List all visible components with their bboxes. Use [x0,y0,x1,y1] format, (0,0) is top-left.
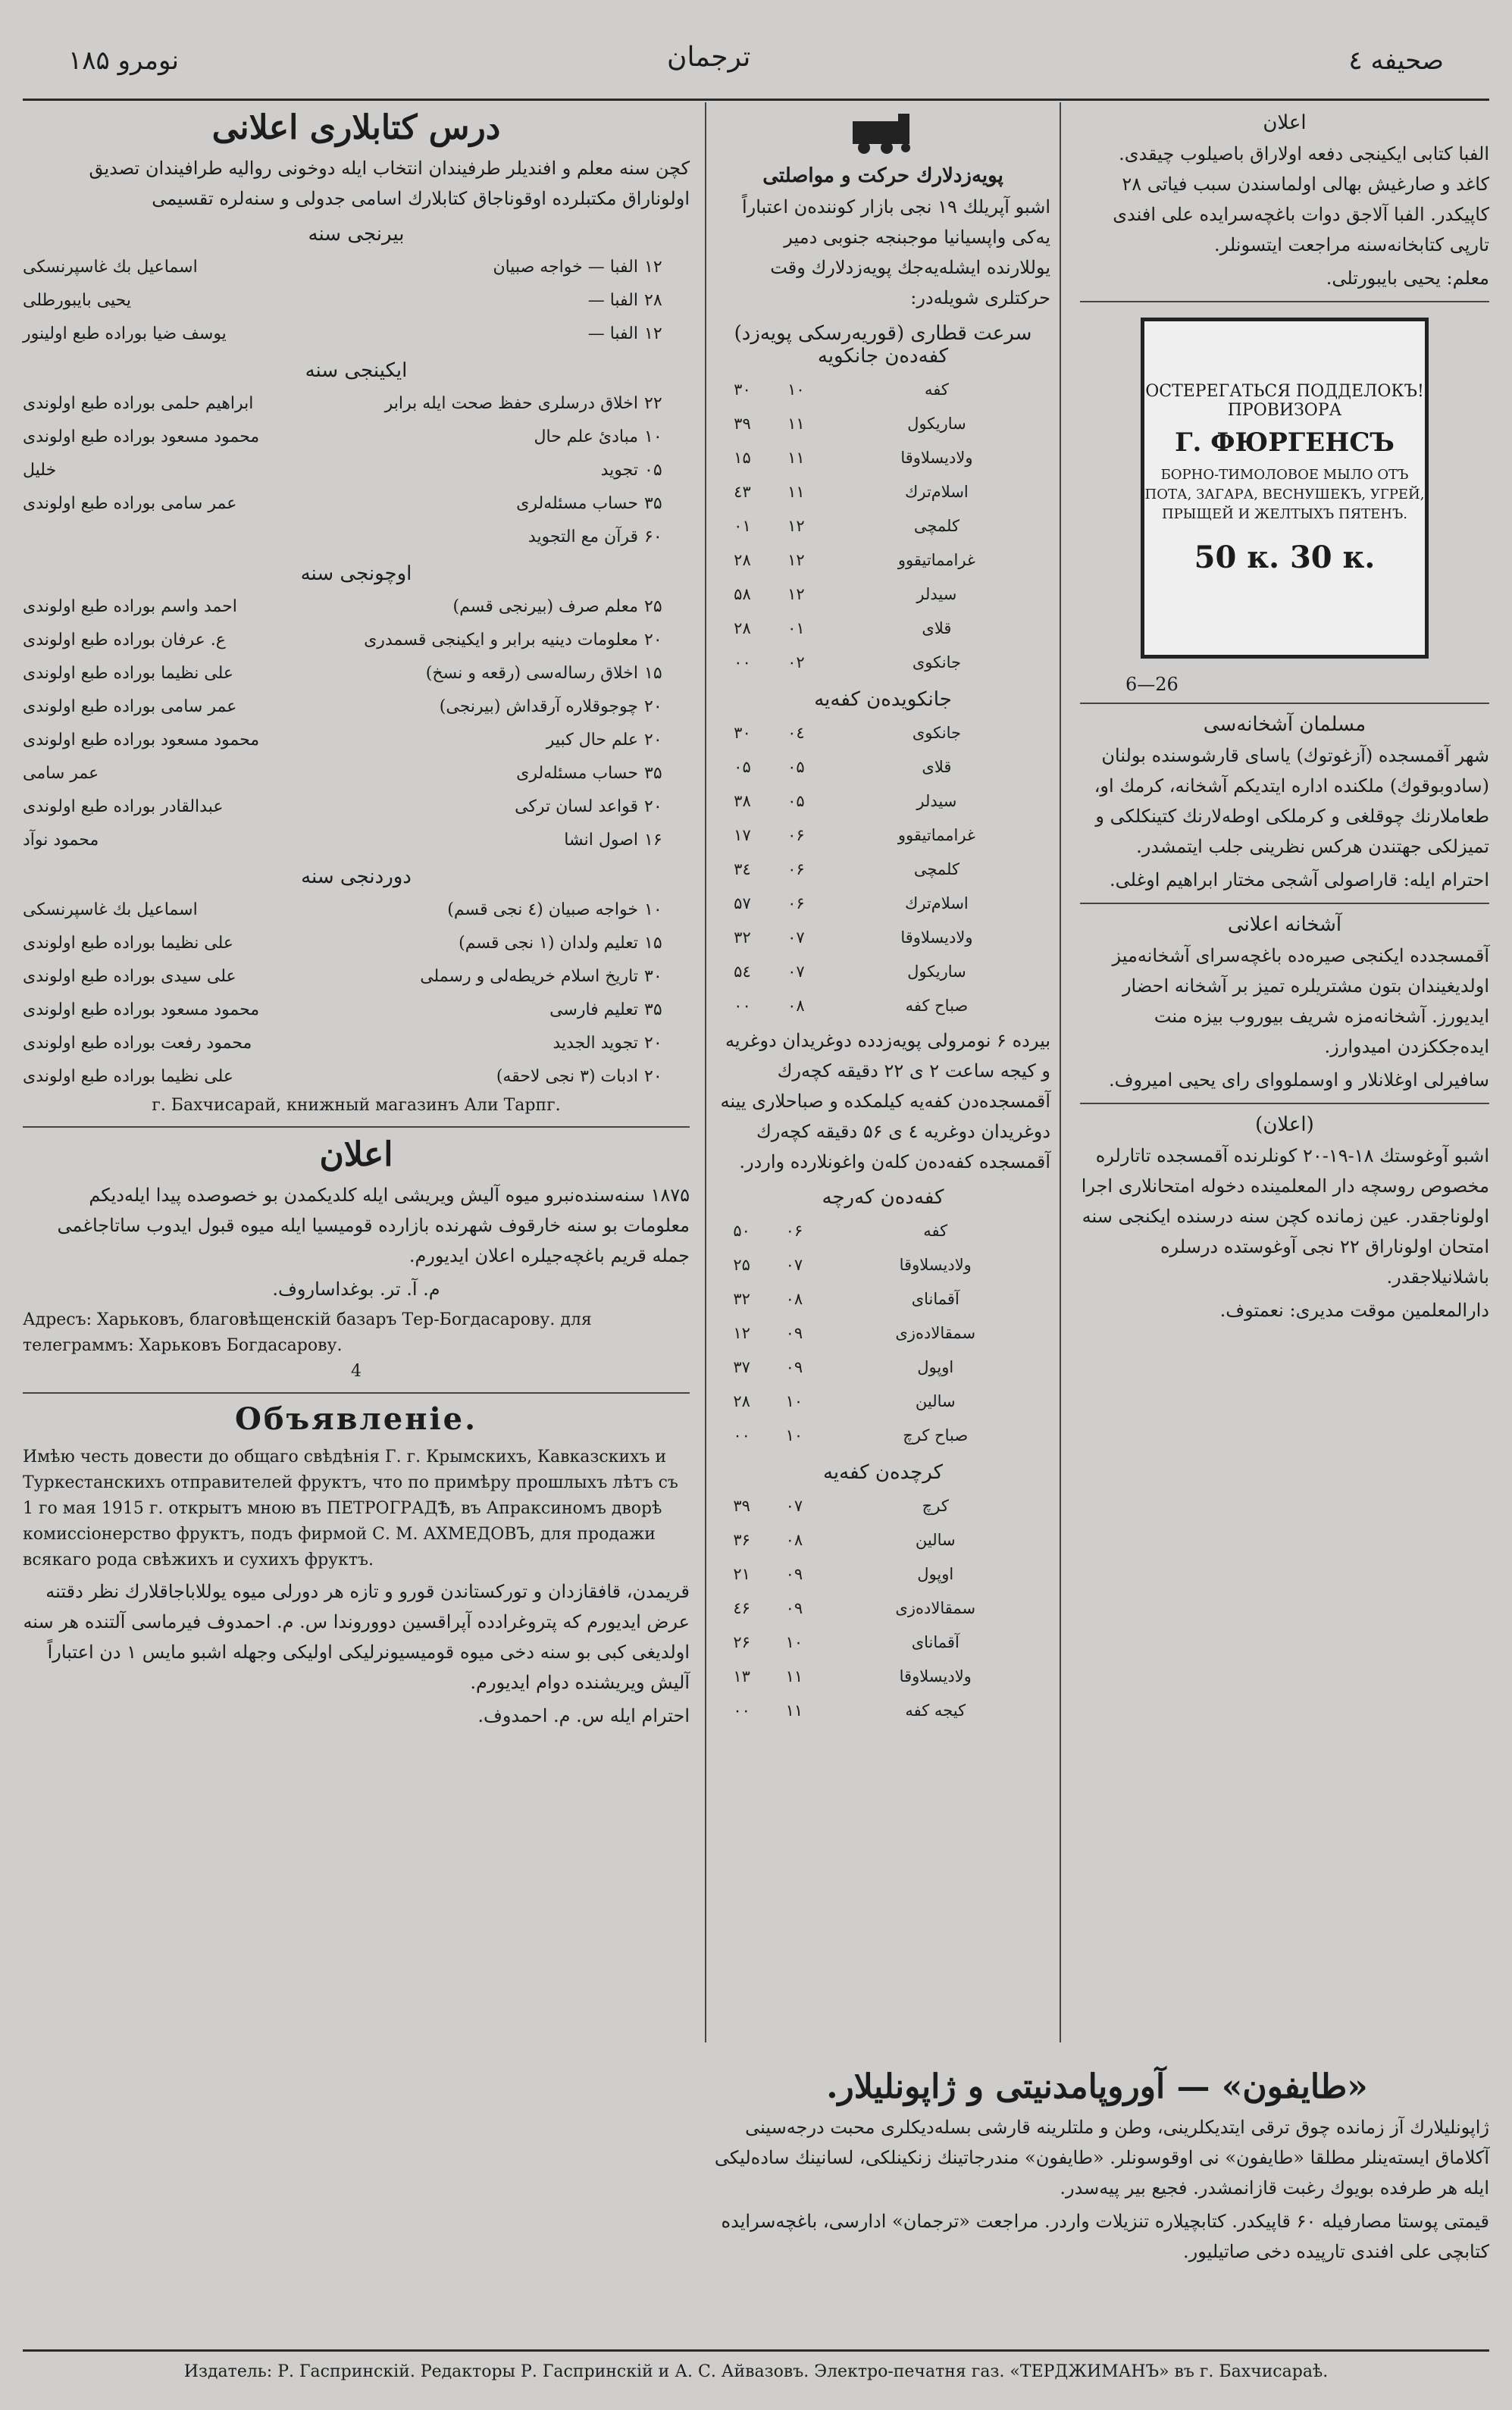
year1-heading: بیرنجی سنه [308,223,405,246]
book-author: یوسف ضیا بوراده طبع اولینور [23,324,227,343]
russian-notice-body: Имѣю честь довести до общаго свѣдѣнія Г. г. Крымскихъ, Кавказскихъ и Туркестанскихъ отправителей фруктъ, что по примѣру прошлыхъ лѣтъ съ 1 го мая 1915 г. открытъ мною въ ПЕТРОГРАДѢ, въ Апраксиномъ дворѣ комиссіонерство фруктъ, подъ фирмой С. М. АХМЕДОВЪ, для продажи всякаго рода свѣжихъ и сухихъ фруктъ. [23,1448,678,1570]
book-price: ۳۰ [644,966,662,986]
station-name: ولادیسلاوقا [900,928,973,947]
book-price: ۱۶ [644,830,662,850]
station-name: اسلام‌ترك [905,482,969,501]
minute: ۲۱ [733,1564,750,1583]
train-intro: اشبو آپریلك ۱۹ نجی بازار کوننده‌ن اعتباراً یه‌کی واپسیانیا موجبنجه جنوبی دمیر یوللارنده ایشله‌یه‌جك پویه‌زدلارك وقت حرکتلری شویله‌در: [741,196,1050,308]
divider [1080,301,1489,302]
canteen-ad-signature: احترام ایله: قاراصولی آشجی مختار ابراهیم اوغلی. [1110,869,1489,890]
soap-ad-number: 6—26 [1125,674,1179,695]
book-price: ۲۰ [644,730,662,750]
school-ad-signature: دارالمعلمین موقت مدیری: نعمتوف. [1219,1300,1489,1321]
fruit-ad-number: 4 [351,1362,362,1381]
hour: ۱۲ [787,516,805,535]
timetable-row [715,1591,1050,1625]
book-price: ۲۵ [644,596,662,616]
minute: ۳۸ [734,791,751,810]
timetable-row [715,1625,1050,1659]
station-name: قلای [922,757,952,776]
station-name: سمقالاده‌زی [895,1323,976,1342]
book-price: ۱۲ [644,324,662,343]
book-price: ۱۵ [644,663,662,683]
soap-warning: ОСТЕРЕГАТЬСЯ ПОДДЕЛОКЪ! ПРОВИЗОРА [1145,382,1424,420]
book-price: ۲۰ [644,797,662,816]
hour: ۰۲ [787,653,805,671]
book-price: ۱۰ [644,427,662,446]
russian-notice-title: Объявленіе. [234,1401,478,1437]
hour: ۱۲ [787,550,805,569]
timetable-row [715,509,1050,543]
station-name: سالین [915,1391,956,1410]
timetable-row [715,920,1050,954]
station-name: غرامماتیقوو [897,825,975,844]
station-name: کرچ [922,1496,949,1515]
taifun-price: قیمتی پوستا مصارفیله ۶۰ قاپیکدر. کتابچیلاره تنزیلات واردر. مراجعت «ترجمان» ادارسی، باغچه‌سرایده کتابچی علی افندی تارپیده دخی صاتیلیور. [721,2211,1489,2262]
station-name: قلای [922,618,952,637]
year1-list [23,250,690,350]
book-row [23,250,690,283]
station-name: صباح کفه [905,996,969,1015]
timetable-row [715,611,1050,645]
hour: ۰۷ [785,1496,803,1515]
book-row [23,453,690,487]
hour: ۰۵ [787,791,805,810]
timetable-row [715,715,1050,750]
minute: ۱۲ [733,1323,750,1342]
station-name: ولادیسلاوقا [899,1255,972,1274]
hour: ۰۹ [785,1357,803,1376]
book-title: حساب مسئله‌لری [516,493,638,513]
middle-column [705,102,1061,2042]
book-price: ۰۵ [644,460,662,480]
kitchen-ad-signature: سافیرلی اوغلانلار و اوسملووای رای یحیی امیروف. [1109,1069,1489,1091]
hour: ۰۶ [787,825,805,844]
alphabet-ad-title: اعلان [1263,111,1307,134]
book-price: ۶۰ [644,527,662,546]
hour: ۰۹ [785,1564,803,1583]
hour: ۱۱ [785,1667,803,1685]
timetable-row [715,1350,1050,1384]
timetable-row [715,440,1050,474]
book-price: ۲۸ [644,290,662,310]
book-row [23,520,690,553]
timetable-row [715,784,1050,818]
station-name: سیدلر [916,791,957,810]
book-author: احمد واسم بوراده طبع اولوندی [23,596,237,616]
year2-list [23,387,690,553]
station-name: سیدلر [916,584,957,603]
soap-brand: Г. ФЮРГЕНСЪ [1175,427,1395,458]
fruit-ad-address: Адресъ: Харьковъ, благовѣщенскій базаръ Тер-Богдасарову. для телеграммъ: Харьковъ Богдасарову. [23,1310,592,1355]
book-author: عمر سامی بوراده طبع اولوندی [23,493,237,513]
book-author: ابراهیم حلمی بوراده طبع اولوندی [23,393,254,413]
book-price: ۳۵ [644,763,662,783]
hour: ۰۶ [787,859,805,878]
minute: ۱۳ [733,1667,750,1685]
minute: ۳۹ [734,414,751,433]
book-title: اصول انشا [564,830,638,850]
divider [23,1392,690,1394]
book-author: محمود مسعود بوراده طبع اولوندی [23,730,260,750]
timetable-row [715,1523,1050,1557]
hour: ۰۸ [785,1289,803,1308]
taifun-advertisement [705,2061,1489,2270]
train-icon [845,110,921,155]
book-title: تاریخ اسلام خریطه‌لی و رسملی [420,966,638,986]
book-author: اسماعیل بك غاسپرنسکی [23,257,198,277]
timetable-row [715,577,1050,611]
hour: ۰۸ [785,1530,803,1549]
book-author: عمر سامی [23,763,99,783]
book-title: تعلیم فارسی [549,1000,638,1019]
fruit-ad-title: اعلان [319,1135,393,1174]
book-title: ادبات (۳ نجی لاحقه) [496,1066,638,1086]
station-name: غرامماتیقوو [897,550,975,569]
book-title: تجوید [600,460,638,480]
minute: ۱۷ [734,825,751,844]
hour: ۱۲ [787,584,805,603]
timetable4-heading: کرچده‌ن کفه‌یه [822,1461,944,1484]
book-price: ۱۵ [644,933,662,953]
minute: ٤۶ [733,1598,750,1617]
book-title: مبادئ علم حال [534,427,638,446]
timetable2-heading: جانکویده‌ن کفه‌یه [814,688,952,711]
alphabet-ad-signature: معلم: یحیی بایبورتلی. [1326,268,1489,289]
tatar-notice-body: قریمدن، قافقازدان و تورکستاندن قورو و تازه هر دورلی میوه یوللاباجاقلارك نظر دقتنه عرض ایدیورم که پتروغرادده آپراقسین دووروندا س. م. احمدوف فیرماسی آلتنده هر سنه اولدیغی کبی بو سنه دخی میوه قومیسیونرلیکی اولیکی وجهله اشبو مایس ۱ دن اعتباراً آلیش ویریشنده دوام ایدیورم. [23,1581,690,1693]
page-header [23,15,1489,101]
hour: ۱۱ [787,482,805,501]
book-price: ۱۰ [644,900,662,919]
station-name: کلمچی [913,859,959,878]
minute: ۰۰ [734,653,751,671]
timetable-row [715,1557,1050,1591]
hour: ۱۱ [787,414,805,433]
minute: ۰۰ [734,996,751,1015]
book-price: ۲۲ [644,393,662,413]
timetable-jankoy-kefe [715,715,1050,1022]
timetable-row [715,474,1050,509]
taifun-body: ژاپونلیلارك آز زمانده چوق ترقی ایتدیکلرینی، وطن و ملتلرینه قارشی بسله‌دیکلری محبت درجه‌سینی آکلاماق ایسته‌ینلر مطلقا «طایفون» نی اوقوسونلر. «طایفون» مندرجاتینك زنکینلکی، لسانینك ساده‌لیکی ایله هر طرفده بویوك رغبت قازانمشدر. فجیع بیر پیه‌سدر. [714,2117,1489,2199]
book-author: محمود مسعود بوراده طبع اولوندی [23,427,260,446]
paper-title: ترجمان [667,42,751,73]
minute: ۲۶ [733,1632,750,1651]
minute: ۲۸ [734,550,751,569]
minute: ۳۶ [733,1530,750,1549]
hour: ۰۷ [785,1255,803,1274]
book-title: علم حال کبیر [546,730,638,750]
soap-description: БОРНО-ТИМОЛОВОЕ МЫЛО ОТЪ ПОТА, ЗАГАРА, ВЕСНУШЕКЪ, УГРЕЙ, ПРЫЩЕЙ И ЖЕЛТЫХЪ ПЯТЕНЪ. [1144,467,1425,522]
book-row [23,893,690,926]
minute: ۰۰ [733,1701,750,1720]
publisher-footer: Издатель: Р. Гаспринскій. Редакторы Р. Гаспринскій и А. С. Айвазовъ. Электро-печатня газ. «ТЕРДЖИМАНЪ» въ г. Бахчисараѣ. [23,2349,1489,2381]
book-author: علی نظیما بوراده طبع اولوندی [23,1066,234,1086]
station-name: کلمچی [913,516,959,535]
book-author: محمود نوآد [23,830,99,850]
timetable-row [715,818,1050,852]
year4-heading: دوردنجی سنه [301,865,412,888]
book-author: عبدالقادر بوراده طبع اولوندی [23,797,224,816]
timetable3-heading: کفه‌ده‌ن که‌رچه [822,1186,944,1209]
minute: ۰۱ [734,516,751,535]
train-note: بیرده ۶ نومرولی پویه‌زدده دوغریدان دوغریه و کیجه ساعت ۲ ی ۲۲ دقیقه کچه‌رك آقمسجده‌دن کفه‌یه کیلمکده و صباحلاری یینه دوغریدان دوغریه ٤ ی ۵۶ دقیقه کچه‌رك آقمسجده کفه‌ده‌ن کله‌ن واغونلارده واردر. [720,1030,1050,1172]
timetable-kerch-kefe [715,1488,1050,1727]
book-author: علی نظیما بوراده طبع اولوندی [23,663,234,683]
book-title: قرآن مع التجوید [527,527,638,546]
book-title: اخلاق رساله‌سی (رقعه و نسخ) [425,663,638,683]
book-author: خلیل [23,460,57,480]
timetable-row [715,886,1050,920]
bookshop-signoff: г. Бахчисарай, книжный магазинъ Али Тарпг. [152,1096,561,1115]
newspaper-page [23,15,1489,2395]
minute: ۳۰ [734,380,751,399]
textbook-notice-intro: کچن سنه معلم و افندیلر طرفیندان انتخاب ایله دوخونی روالیه طرافیندان تصدیق اولوناراق مکتبلرده اوقوناجاق کتابلارك اسامی جدولی و سنه‌لره تقسیمی [89,158,690,209]
book-author: اسماعیل بك غاسپرنسکی [23,900,198,919]
minute: ۳۲ [733,1289,750,1308]
hour: ۱۰ [785,1632,803,1651]
hour: ۱۰ [787,380,805,399]
book-title: الفبا — [587,324,638,343]
book-title: معلم صرف (بیرنجی قسم) [452,596,638,616]
station-name: صباح کرچ [903,1426,969,1444]
book-author: علی نظیما بوراده طبع اولوندی [23,933,234,953]
issue-number: نومرو ۱۸۵ [68,45,180,76]
book-title: قواعد لسان ترکی [515,797,638,816]
minute: ۳٤ [734,859,751,878]
minute: ٤۳ [734,482,751,501]
station-name: جانکوی [912,723,961,742]
station-name: اوپول [917,1357,954,1376]
hour: ۰٤ [787,723,805,742]
timetable-row [715,852,1050,886]
hour: ۰۶ [787,894,805,912]
year3-heading: اوچونجی سنه [300,562,412,585]
hour: ۱۱ [785,1701,803,1720]
timetable-row [715,1384,1050,1418]
minute: ۳۰ [734,723,751,742]
year4-list [23,893,690,1093]
book-title: خواجه صبیان (٤ نجی قسم) [447,900,638,919]
minute: ۲۸ [734,618,751,637]
timetable-row [715,1693,1050,1727]
book-row [23,317,690,350]
book-title: الفبا — خواجه صبیان [493,257,638,277]
minute: ۲۸ [733,1391,750,1410]
taifun-title: «طایفون» — آوروپامدنیتی و ژاپونلیلار. [826,2067,1368,2106]
timetable-row [715,1418,1050,1452]
minute: ۵۰ [733,1221,750,1240]
minute: ۳۲ [734,928,751,947]
book-author: محمود مسعود بوراده طبع اولوندی [23,1000,260,1019]
left-column [23,102,690,2327]
year2-heading: ایکینجی سنه [305,359,408,382]
book-row [23,1026,690,1059]
station-name: کفه [923,1221,948,1240]
minute: ۵۸ [734,584,751,603]
timetable-row [715,1316,1050,1350]
hour: ۰۱ [787,618,805,637]
timetable-row [715,372,1050,406]
train-title: پویه‌زدلارك حرکت و مواصلتی [762,164,1003,187]
book-row [23,926,690,959]
book-row [23,623,690,656]
fruit-ad-signature: م. آ. تر. بوغداساروف. [272,1279,440,1300]
timetable-kefe-jankoy [715,372,1050,679]
textbook-notice-title: درس کتابلاری اعلانی [211,108,501,147]
minute: ۰۵ [734,757,751,776]
kitchen-ad-title: آشخانه اعلانی [1227,913,1342,936]
book-price: ۲۰ [644,630,662,649]
book-row [23,420,690,453]
station-name: ولادیسلاوقا [900,448,973,467]
hour: ۱۰ [785,1391,803,1410]
book-price: ۲۰ [644,1033,662,1053]
station-name: جانکوی [912,653,961,671]
station-name: آقمانای [911,1289,959,1308]
book-row [23,656,690,690]
timetable-row [715,1213,1050,1247]
book-author: محمود رفعت بوراده طبع اولوندی [23,1033,252,1053]
timetable-row [715,1247,1050,1282]
hour: ۱۰ [785,1426,803,1444]
canteen-ad-body: شهر آقمسجده (آزغوتوك) یاسای قارشوسنده بولنان (سادوبوقوك) ملکنده اداره ایتدیکم آشخانه، کرمك او، طعاملارنك چوقلغی و کرملکی اوطه‌لارنك کتینکلکی و تمیزلکی جهتندن هرکس نظرینی جلب ایتمشدر. [1094,745,1489,857]
timetable-row [715,954,1050,988]
canteen-ad-title: مسلمان آشخانه‌سی [1203,713,1366,736]
soap-advertisement [1141,318,1429,659]
timetable-row [715,543,1050,577]
book-title: تعلیم ولدان (۱ نجی قسم) [459,933,638,953]
soap-price: 50 к. 30 к. [1194,540,1376,575]
timetable-row [715,1659,1050,1693]
divider [1080,1103,1489,1104]
minute: ۰۰ [733,1426,750,1444]
station-name: آقمانای [911,1632,959,1651]
book-row [23,487,690,520]
book-title: تجوید الجدید [553,1033,638,1053]
divider [23,1126,690,1128]
minute: ۲۵ [733,1255,750,1274]
year3-list [23,590,690,856]
minute: ۳۹ [733,1496,750,1515]
book-price: ۲۰ [644,696,662,716]
minute: ۵۷ [734,894,751,912]
book-author: علی سیدی بوراده طبع اولوندی [23,966,236,986]
book-row [23,283,690,317]
tatar-notice-signature: احترام ایله س. م. احمدوف. [477,1705,690,1726]
minute: ۵٤ [734,962,751,981]
book-row [23,959,690,993]
book-title: حساب مسئله‌لری [516,763,638,783]
kitchen-ad-body: آقمسجدده ایکنجی صیره‌ده باغچه‌سرای آشخانه‌میز اولدیغیندان بتون مشتریلره تمیز بر آشخانه احضار ایدیورز. آشخانه‌مزه شریف بیوروب بیزه منت ایده‌جککزدن امیدوارز. [1112,945,1489,1057]
right-column [1080,102,1489,2042]
station-name: کفه [924,380,949,399]
book-title: چوجوقلاره آرقداش (بیرنجی) [439,696,638,716]
station-name: اسلام‌ترك [905,894,969,912]
timetable-row [715,1488,1050,1523]
timetable-row [715,645,1050,679]
book-price: ۳۵ [644,1000,662,1019]
hour: ۰۶ [785,1221,803,1240]
book-row [23,1059,690,1093]
hour: ۰۷ [787,962,805,981]
alphabet-ad-body: الفبا کتابی ایکینجی دفعه اولاراق باصیلوب چیقدی. کاغد و صارغیش بهالی اولماسندن سبب فیاتی ۲۸ کاپیکدر. الفبا آلاجق دوات باغچه‌سرایده علی افندی تارپی کتابخانه‌سنه مراجعت ایتسونلر. [1113,143,1489,255]
hour: ۰۹ [785,1598,803,1617]
hour: ۰۷ [787,928,805,947]
book-title: الفبا — [587,290,638,310]
book-price: ۲۰ [644,1066,662,1086]
divider [1080,903,1489,904]
minute: ۱۵ [734,448,751,467]
book-row [23,823,690,856]
station-name: سمقالاده‌زی [895,1598,976,1617]
minute: ۳۷ [733,1357,750,1376]
book-author: یحیی بایبورطلی [23,290,131,310]
timetable-row [715,750,1050,784]
hour: ۰۹ [785,1323,803,1342]
book-row [23,590,690,623]
page-number: صحیفه ٤ [1348,45,1444,76]
station-name: ساریکول [907,414,966,433]
hour: ۱۱ [787,448,805,467]
book-row [23,387,690,420]
book-author: ع. عرفان بوراده طبع اولوندی [23,630,226,649]
book-row [23,723,690,756]
school-ad-title: (اعلان) [1255,1113,1314,1136]
school-ad-body: اشبو آوغوستك ۱۸-۱۹-۲۰ کونلرنده آقمسجده تاتارلره مخصوص روسچه دار المعلمینده دخوله امتحانلاری اجرا اولوناجقدر. عین زمانده کچن سنه درسنده ایکنجی سنه امتحان اولوناراق ۲۲ نجی آوغوستده درسلره باشلانیلاجقدر. [1081,1145,1489,1288]
hour: ۰۵ [787,757,805,776]
timetable1-heading: سرعت قطاری (قوریه‌رسکی پویه‌زد) کفه‌ده‌ن جانکویه [734,322,1032,368]
station-name: سالین [915,1530,956,1549]
book-author: عمر سامی بوراده طبع اولوندی [23,696,237,716]
timetable-kefe-kerch [715,1213,1050,1452]
book-title: اخلاق درسلری حفظ صحت ایله برابر [384,393,638,413]
book-price: ۱۲ [644,257,662,277]
station-name: ساریکول [907,962,966,981]
book-row [23,790,690,823]
station-name: کیجه کفه [905,1701,966,1720]
fruit-ad-body: ۱۸۷۵ سنه‌سنده‌نبرو میوه آلیش ویریشی ایله کلدیکمدن بو خصوصده پیدا ایله‌دیکم معلومات بو سنه خارقوف شهرنده بازارده قومیسیا ایله میوه قبول ایدوب ساتاجاغمی جمله قریم باغچه‌جیلره اعلان ایدیورم. [57,1185,690,1266]
book-row [23,690,690,723]
book-title: معلومات دینیه برابر و ایکینجی قسمدری [364,630,638,649]
timetable-row [715,1282,1050,1316]
book-price: ۳۵ [644,493,662,513]
book-row [23,993,690,1026]
timetable-row [715,988,1050,1022]
station-name: اوپول [917,1564,954,1583]
book-row [23,756,690,790]
timetable-row [715,406,1050,440]
hour: ۰۸ [787,996,805,1015]
station-name: ولادیسلاوقا [899,1667,972,1685]
divider [1080,703,1489,704]
